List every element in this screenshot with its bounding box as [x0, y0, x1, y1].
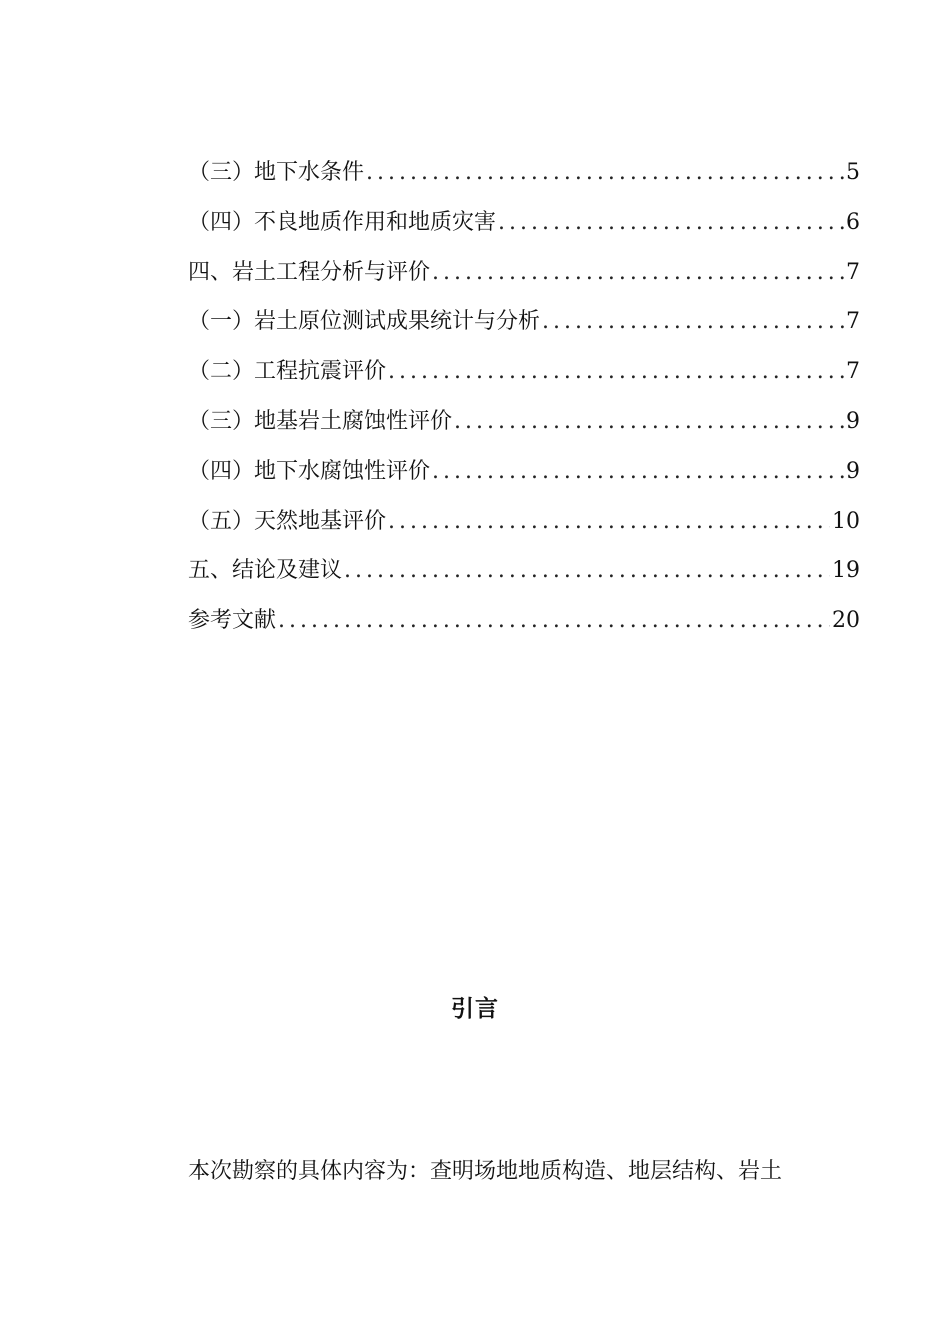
toc-entry-label: （三）地基岩土腐蚀性评价: [188, 408, 453, 434]
toc-leader-dots: [344, 546, 830, 596]
toc-entry[interactable]: [188, 248, 860, 298]
toc-leader-dots: [388, 347, 844, 397]
toc-leader-dots: [498, 198, 844, 248]
toc-leader-dots: [432, 447, 844, 497]
toc-entry-page: 20: [832, 608, 860, 634]
toc-entry-page: 9: [846, 408, 860, 434]
toc-leader-dots: [388, 497, 830, 547]
toc-entry-page: 7: [846, 359, 860, 385]
toc-entry-page: 6: [846, 209, 860, 235]
toc-entry[interactable]: [188, 397, 860, 447]
toc-leader-dots: [366, 148, 844, 198]
toc-entry-label: （五）天然地基评价: [188, 508, 387, 534]
toc-entry-label: （一）岩土原位测试成果统计与分析: [188, 309, 541, 335]
toc-entry-page: 9: [846, 458, 860, 484]
toc-entry-page: 7: [846, 309, 860, 335]
toc-leader-dots: [432, 248, 844, 298]
toc-entry[interactable]: [188, 596, 860, 646]
section-heading: 引言: [451, 995, 499, 1022]
toc-entry-page: 5: [846, 160, 860, 185]
toc-entry[interactable]: [188, 198, 860, 248]
toc-entry-page: 19: [832, 558, 860, 584]
table-of-contents: [188, 148, 860, 646]
intro-paragraph: 本次勘察的具体内容为：查明场地地质构造、地层结构、岩土: [188, 1159, 783, 1184]
toc-entry[interactable]: [188, 447, 860, 497]
toc-entry[interactable]: [188, 347, 860, 397]
toc-leader-dots: [454, 397, 844, 447]
toc-leader-dots: [278, 596, 830, 646]
toc-entry-label: 参考文献: [188, 608, 277, 634]
toc-entry-page: 7: [846, 259, 860, 285]
toc-entry-label: （四）地下水腐蚀性评价: [188, 458, 431, 484]
toc-entry-label: 五、结论及建议: [188, 558, 343, 584]
toc-entry-label: （二）工程抗震评价: [188, 359, 387, 385]
toc-leader-dots: [542, 297, 844, 347]
toc-entry-page: 10: [832, 508, 860, 534]
toc-entry[interactable]: [188, 497, 860, 547]
toc-entry-label: （四）不良地质作用和地质灾害: [188, 209, 497, 235]
toc-entry[interactable]: [188, 148, 860, 198]
toc-entry-label: （三）地下水条件: [188, 160, 365, 185]
toc-entry[interactable]: [188, 297, 860, 347]
toc-entry[interactable]: [188, 546, 860, 596]
toc-entry-label: 四、岩土工程分析与评价: [188, 259, 431, 285]
